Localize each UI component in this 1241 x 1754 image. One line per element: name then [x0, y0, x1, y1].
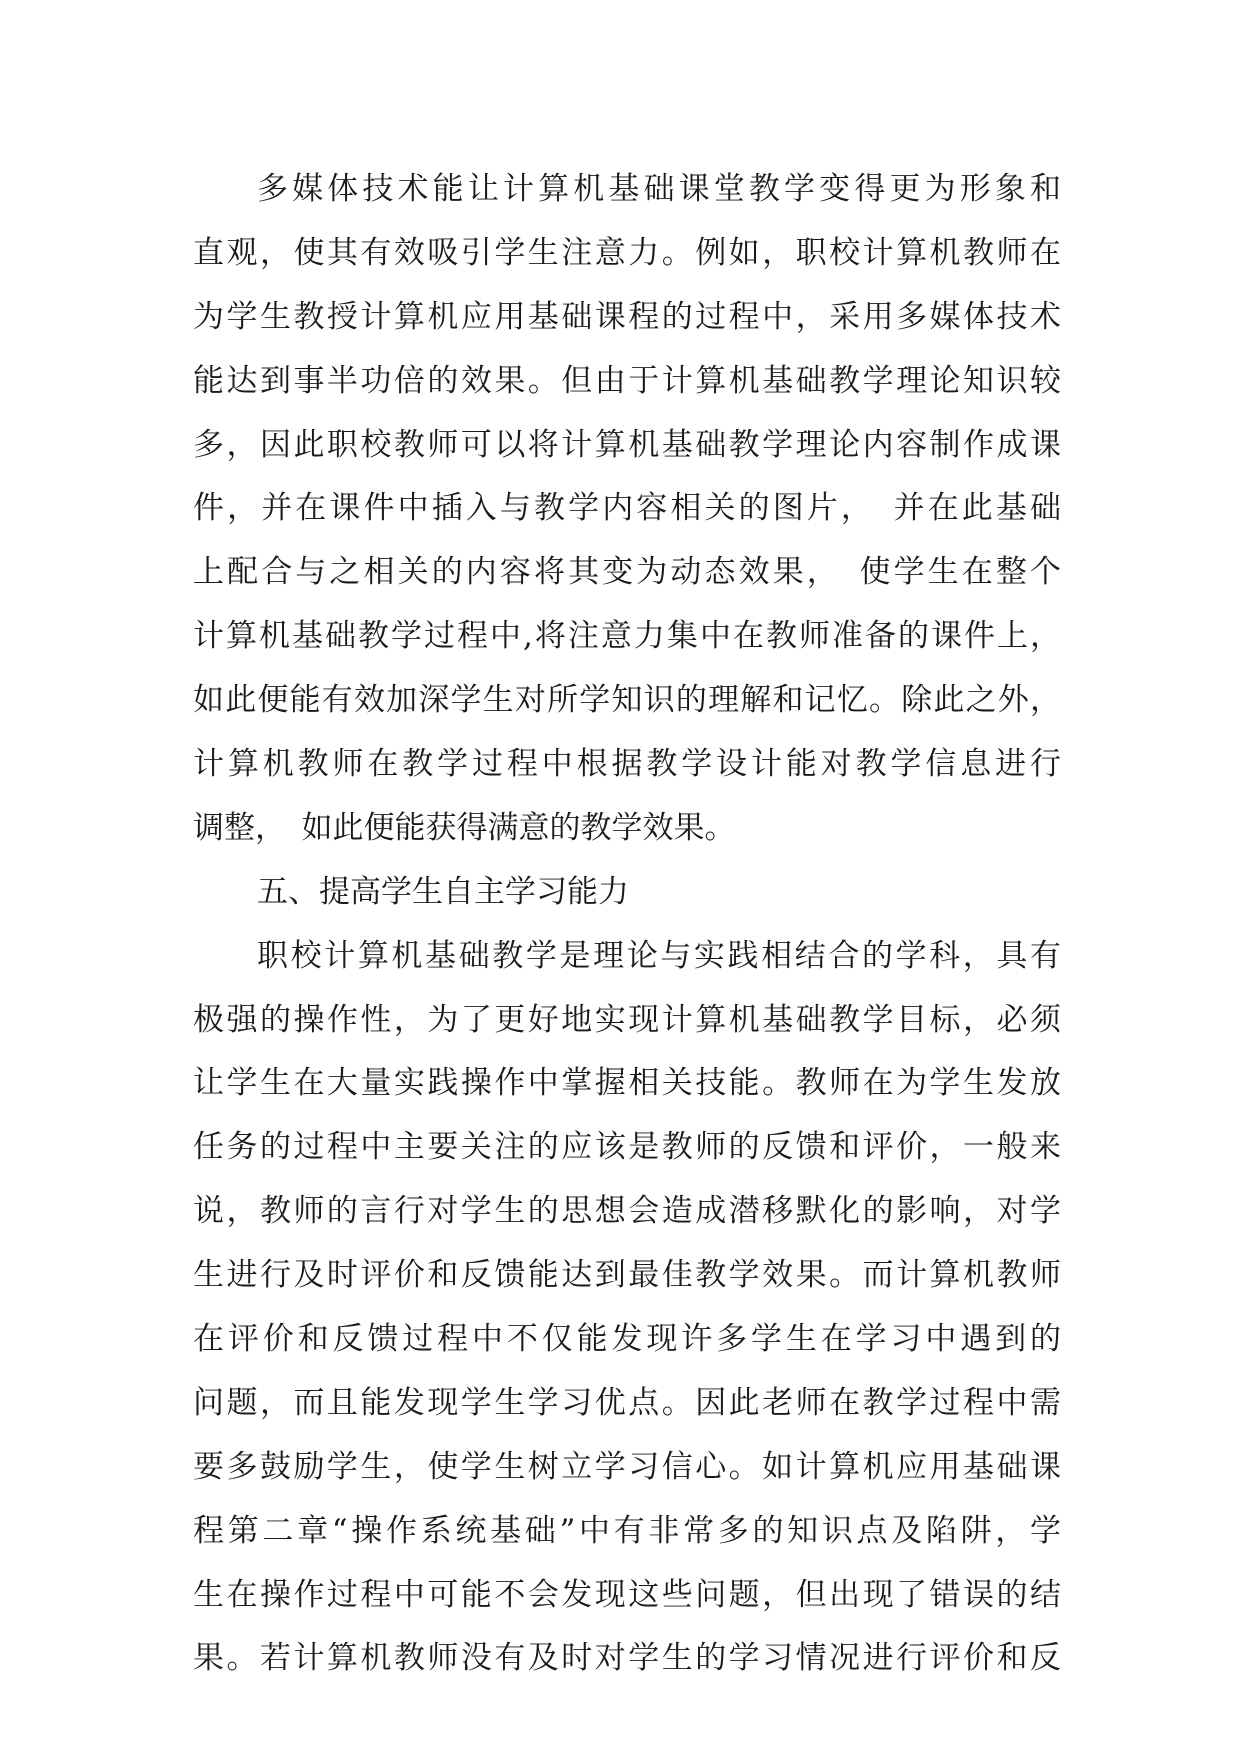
- text-line: 多，因此职校教师可以将计算机基础教学理论内容制作成课: [193, 426, 1061, 463]
- text-line: 直观，使其有效吸引学生注意力。例如，职校计算机教师在: [193, 234, 1061, 271]
- text-line: 果。若计算机教师没有及时对学生的学习情况进行评价和反: [193, 1640, 1061, 1677]
- text-line: 生在操作过程中可能不会发现这些问题，但出现了错误的结: [193, 1576, 1061, 1613]
- text-line: 计算机基础教学过程中,将注意力集中在教师准备的课件上，: [193, 618, 1061, 655]
- text-line: 能达到事半功倍的效果。但由于计算机基础教学理论知识较: [193, 362, 1061, 399]
- text-line: 极强的操作性，为了更好地实现计算机基础教学目标，必须: [193, 1001, 1061, 1038]
- text-line: 职校计算机基础教学是理论与实践相结合的学科，具有: [257, 937, 1061, 974]
- text-line: 任务的过程中主要关注的应该是教师的反馈和评价，一般来: [193, 1129, 1061, 1166]
- text-line: 程第二章“操作系统基础”中有非常多的知识点及陷阱，学: [193, 1512, 1061, 1549]
- text-line: 多媒体技术能让计算机基础课堂教学变得更为形象和: [257, 171, 1061, 207]
- section-heading: 五、提高学生自主学习能力: [257, 873, 629, 910]
- text-line: 问题，而且能发现学生学习优点。因此老师在教学过程中需: [193, 1384, 1061, 1421]
- text-line: 让学生在大量实践操作中掌握相关技能。教师在为学生发放: [193, 1065, 1061, 1102]
- text-line: 生进行及时评价和反馈能达到最佳教学效果。而计算机教师: [193, 1257, 1061, 1294]
- text-line: 上配合与之相关的内容将其变为动态效果， 使学生在整个: [193, 554, 1061, 591]
- text-line: 计算机教师在教学过程中根据教学设计能对教学信息进行: [193, 746, 1061, 783]
- text-line: 要多鼓励学生，使学生树立学习信心。如计算机应用基础课: [193, 1448, 1061, 1485]
- text-line: 在评价和反馈过程中不仅能发现许多学生在学习中遇到的: [193, 1321, 1061, 1358]
- text-line: 为学生教授计算机应用基础课程的过程中，采用多媒体技术: [193, 298, 1061, 335]
- text-line: 如此便能有效加深学生对所学知识的理解和记忆。除此之外，: [193, 682, 1061, 719]
- text-line: 调整， 如此便能获得满意的教学效果。: [193, 809, 736, 846]
- body-text: [193, 158, 1061, 1691]
- text-line: 说，教师的言行对学生的思想会造成潜移默化的影响，对学: [193, 1193, 1061, 1230]
- text-line: 件，并在课件中插入与教学内容相关的图片， 并在此基础: [193, 490, 1061, 527]
